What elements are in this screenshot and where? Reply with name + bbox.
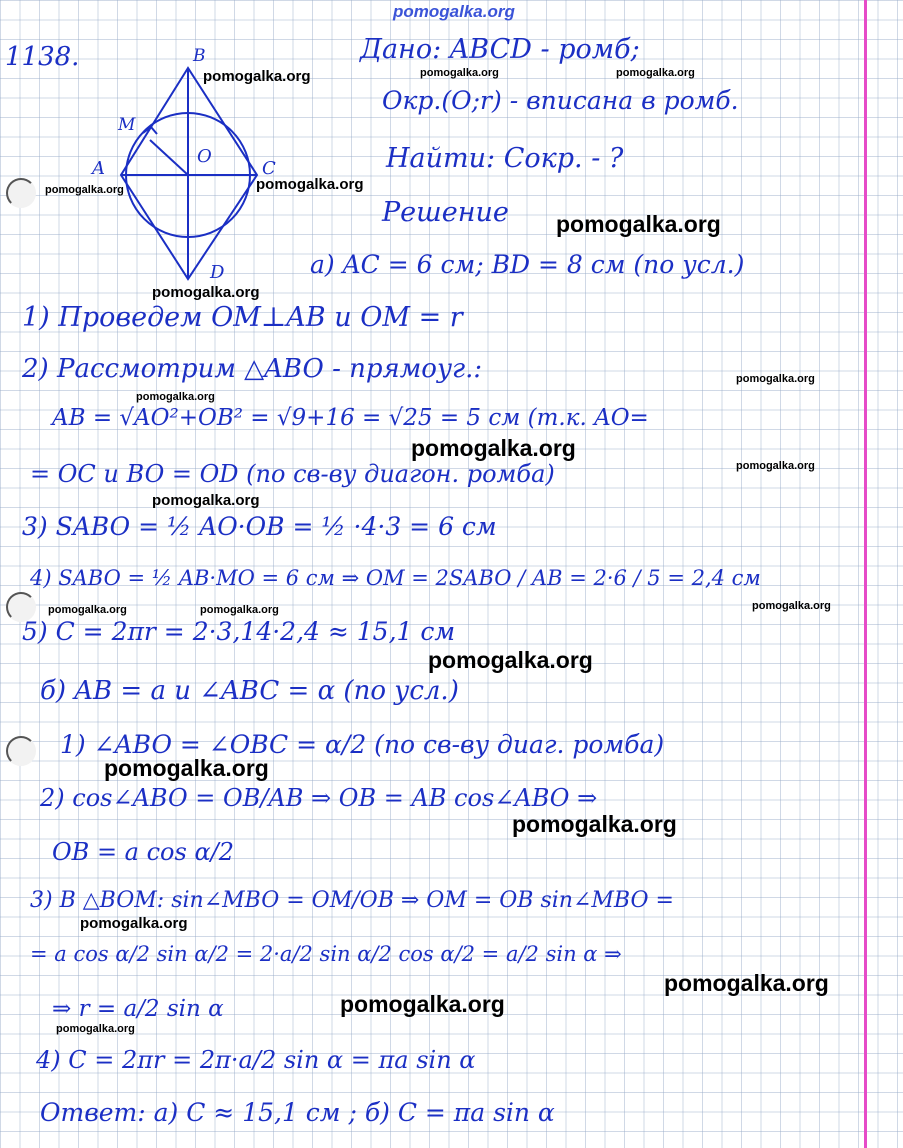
watermark: pomogalka.org bbox=[200, 604, 279, 616]
watermark: pomogalka.org bbox=[152, 284, 260, 301]
problem-number: 1138. bbox=[5, 42, 80, 72]
answer: Ответ: а) C ≈ 15,1 см ; б) C = πa sin α bbox=[40, 1098, 555, 1127]
part-a-step-4: 4) SABO = ½ AB·MO = 6 см ⇒ OM = 2SABO / AB = 2·6 / 5 = 2,4 см bbox=[30, 566, 761, 590]
part-a-step-1: 1) Проведем OM⊥AB и OM = r bbox=[22, 302, 463, 333]
part-b-step-3-line-2: = a cos α/2 sin α/2 = 2·a/2 sin α/2 cos α/2 = a/2 sin α ⇒ bbox=[30, 942, 622, 966]
part-a-step-3: 3) SABO = ½ AO·OB = ½ ·4·3 = 6 см bbox=[22, 512, 497, 541]
watermark: pomogalka.org bbox=[736, 373, 815, 385]
part-a-step-2: 2) Рассмотрим △ABO - прямоуг.: bbox=[22, 354, 483, 384]
given-line-2: Окр.(O;r) - вписана в ромб. bbox=[382, 86, 739, 115]
header-watermark: pomogalka.org bbox=[393, 2, 515, 21]
part-a-step-2-line-1: AB = √AO²+OB² = √9+16 = √25 = 5 см (т.к. AO= bbox=[52, 405, 649, 431]
watermark: pomogalka.org bbox=[411, 435, 576, 461]
watermark: pomogalka.org bbox=[256, 176, 364, 193]
watermark: pomogalka.org bbox=[48, 604, 127, 616]
watermark: pomogalka.org bbox=[752, 600, 831, 612]
watermark: pomogalka.org bbox=[56, 1023, 135, 1035]
watermark: pomogalka.org bbox=[616, 67, 695, 79]
label-o: O bbox=[197, 146, 212, 167]
watermark: pomogalka.org bbox=[152, 492, 260, 509]
watermark: pomogalka.org bbox=[420, 67, 499, 79]
watermark: pomogalka.org bbox=[203, 68, 311, 85]
given-line-3: Найти: Cокр. - ? bbox=[386, 143, 624, 174]
label-m: M bbox=[118, 115, 136, 135]
watermark: pomogalka.org bbox=[80, 915, 188, 932]
given-line-1: Дано: ABCD - ромб; bbox=[360, 34, 640, 65]
part-b-step-2-line-2: OB = a cos α/2 bbox=[52, 838, 235, 866]
part-b-step-3: 3) В △BOM: sin∠MBO = OM/OB ⇒ OM = OB sin∠MBO = bbox=[30, 888, 674, 913]
part-b-step-1: 1) ∠ABO = ∠OBC = α/2 (по св-ву диаг. ромба) bbox=[60, 730, 665, 759]
label-d: D bbox=[210, 262, 225, 283]
label-b: B bbox=[193, 46, 206, 66]
watermark: pomogalka.org bbox=[664, 970, 829, 996]
radius-om bbox=[150, 140, 188, 175]
watermark: pomogalka.org bbox=[340, 991, 505, 1017]
solution-heading: Решение bbox=[382, 197, 509, 228]
label-a: A bbox=[92, 158, 105, 179]
watermark: pomogalka.org bbox=[104, 755, 269, 781]
label-c: C bbox=[262, 158, 276, 179]
part-a-step-2-line-2: = OC и BO = OD (по св-ву диагон. ромба) bbox=[30, 460, 555, 488]
part-a-header: а) AC = 6 см; BD = 8 см (по усл.) bbox=[310, 250, 745, 279]
watermark: pomogalka.org bbox=[136, 391, 215, 403]
part-b-step-4: 4) C = 2πr = 2π·a/2 sin α = πa sin α bbox=[36, 1046, 476, 1074]
watermark: pomogalka.org bbox=[512, 811, 677, 837]
watermark: pomogalka.org bbox=[556, 211, 721, 237]
part-b-header: б) AB = a и ∠ABC = α (по усл.) bbox=[40, 676, 459, 706]
part-b-step-2: 2) cos∠ABO = OB/AB ⇒ OB = AB cos∠ABO ⇒ bbox=[40, 784, 598, 812]
watermark: pomogalka.org bbox=[428, 647, 593, 673]
part-a-step-5: 5) C = 2πr = 2·3,14·2,4 ≈ 15,1 см bbox=[22, 617, 456, 646]
watermark: pomogalka.org bbox=[45, 184, 124, 196]
part-b-step-3-line-3: ⇒ r = a/2 sin α bbox=[52, 996, 224, 1022]
watermark: pomogalka.org bbox=[736, 460, 815, 472]
